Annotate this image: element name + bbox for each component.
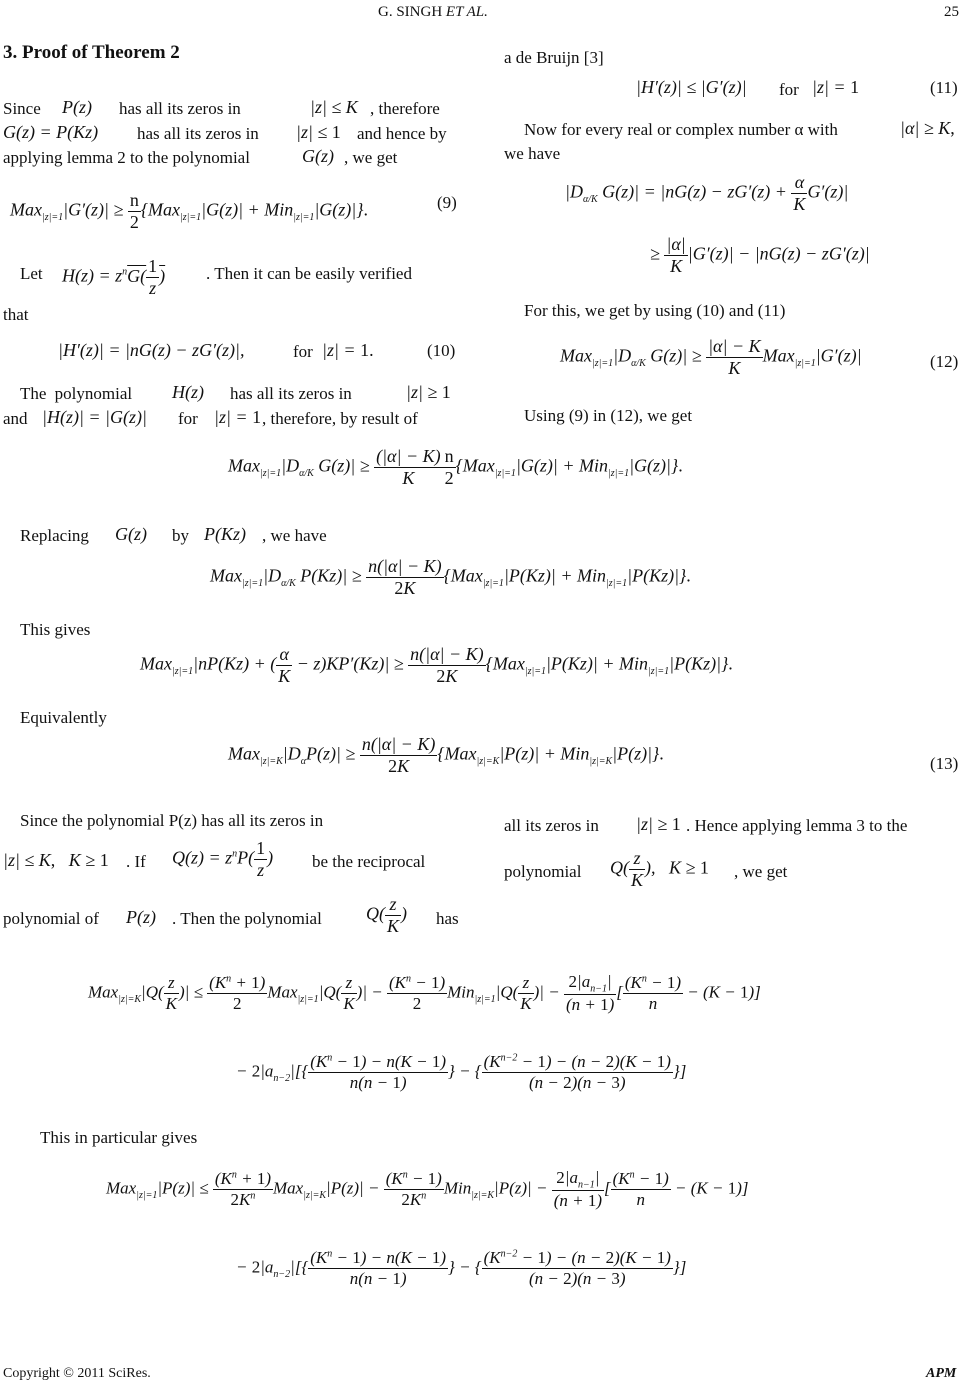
eq10-label: (10) [427,341,456,360]
equation-combined: $Max_{|z|=1}|D_{\alpha/K}$ G(z)| ≥ $\frac{(|\alpha| - K)}{K}$ $\frac{n}{2}$ {Max$_{|z|=1}$|G(z)| + Min$_{|z|=1}$|G(z)|}. [228,446,683,488]
text-equivalently: Equivalently [20,708,107,727]
eq10-for-word: for [293,342,313,361]
since-word: Since [3,99,41,118]
math-Hz: H(z) [172,382,204,402]
math-H-def: $H(z) = z^nG$( $\frac{1}{z}$ ) [62,256,166,298]
text-therefore: , therefore [370,99,440,118]
text-hence-lemma3: . Hence applying lemma 3 to the [686,816,908,835]
text-and: and [3,409,28,428]
text-this-gives: This gives [20,620,91,639]
text-that: that [3,305,29,324]
section-title: 3. Proof of Theorem 2 [3,42,180,63]
equation-11: |H′(z)| ≤ |G′(z)| [636,77,747,97]
running-title-authors: G. SINGH [378,4,443,20]
text-polynomial-2: polynomial [504,862,582,881]
equation-DG-line1: $|D_{\alpha/K}$ G(z)| = |nG(z) − zG′(z) + $\frac{\alpha}{K}$ G′(z)| [565,172,849,214]
footer-journal: APM [926,1366,957,1381]
text-by-result: , therefore, by result of [262,409,418,428]
text-for-this: For this, we get by using (10) and (11) [524,301,786,320]
math-Q-zK-2: Q( $\frac{z}{K}$ ), K ≥ 1 [610,848,709,890]
text-we-get: , we get [344,148,398,167]
math-abs-alpha-geq-K: |α| ≥ K, [900,118,955,138]
math-Pz: P(z) [62,97,92,117]
page-number: 25 [944,4,959,20]
text-replacing: Replacing [20,526,89,545]
text-for-2: for [178,409,198,428]
eq9-label: (9) [437,193,457,212]
equation-DG-line2: ≥ $\frac{|\alpha|}{K}$ |G′(z)| − |nG(z) − zG′(z)| [650,234,870,276]
text-de-bruijn: a de Bruijn [3] [504,48,604,67]
equation-10: |H′(z)| = |nG(z) − zG′(z)|, [58,340,245,360]
math-Q-def: $Q(z) = z^nP$( $\frac{1}{z}$ ) [172,838,274,880]
text-zeros-in-2: has all its zeros in [137,124,259,143]
math-absz-geq-1: |z| ≥ 1 [406,382,451,402]
text-we-have: we have [504,144,561,163]
text-zeros-in: has all its zeros in [119,99,241,118]
equation-12: $Max_{|z|=1}|D_{\alpha/K}$ G(z)| ≥ $\frac{|\alpha| - K}{K}$ Max$_{|z|=1}$|G′(z)| [560,336,862,378]
math-absz-geq-1-b: |z| ≥ 1 [636,814,681,834]
math-Q-zK: Q( $\frac{z}{K}$ ) [366,894,408,936]
text-hence-by: and hence by [357,124,447,143]
text-by: by [172,526,189,545]
text-the-polynomial: The polynomial [20,384,133,403]
equation-lemma3-line2: − $2|a_{n-2}|$[{ $\frac{(K^n - 1) - n(K - 1)}{n(n - 1)}$ } − { $\frac{(K^{n-2} - 1) - (n - 2)(K - 1)}{(n - 2)(n - 3)}$ }] [236,1052,687,1092]
math-absz-eq-1-b: |z| = 1 [214,407,262,427]
equation-13: $Max_{|z|=K}|D_\alpha P(z)|$ ≥ $\frac{n(|\alpha| - K)}{2K}$ {Max$_{|z|=K}$|P(z)| + Min$_{|z|=K}$|P(z)|}. [228,734,664,776]
let-word: Let [20,264,43,283]
math-absz-eq-1-c: |z| = 1 [812,77,860,97]
text-polynomial-of: polynomial of [3,909,99,928]
text-all-zeros-in: all its zeros in [504,816,599,835]
text-since-polynomial: Since the polynomial P(z) has all its zeros in [20,811,324,830]
equation-9: Max$_{|z|=1}$|G′(z)| ≥ $\frac{n}{2}$ {Max$_{|z|=1}$|G(z)| + Min$_{|z|=1}$|G(z)|}. [10,190,368,232]
math-absz-leq-1: |z| ≤ 1 [296,122,341,142]
text-zeros-in-3: has all its zeros in [230,384,352,403]
text-we-get-2: , we get [734,862,788,881]
text-applying-lemma2: applying lemma 2 to the polynomial [3,148,250,167]
text-we-have-2: , we have [262,526,327,545]
math-Gz: G(z) [302,146,334,166]
math-absH-eq-absG: |H(z)| = |G(z)| [42,407,147,427]
equation-replaced: $Max_{|z|=1}|D_{\alpha/K}$ P(Kz)| ≥ $\frac{n(|\alpha| - K)}{2K}$ {Max$_{|z|=1}$|P(Kz)| + Min$_{|z|=1}$|P(Kz)|}. [210,556,691,598]
equation-final-line2: − $2|a_{n-2}|$[{ $\frac{(K^n - 1) - n(K - 1)}{n(n - 1)}$ } − { $\frac{(K^{n-2} - 1) - (n - 2)(K - 1)}{(n - 2)(n - 3)}$ }] [236,1248,687,1288]
equation-expanded: Max$_{|z|=1}$|nP(Kz) + ( $\frac{\alpha}{K}$ − z)KP′(Kz)| ≥ $\frac{n(|\alpha| - K)}{2K}$ {Max$_{|z|=1}$|P(Kz)| + Min$_{|z|=1}$|P(Kz)|}. [140,644,733,686]
equation-lemma3-line1: Max$_{|z|=K}$|Q( $\frac{z}{K}$ )| ≤ $\frac{(K^n + 1)}{2}$ Max$_{|z|=1}$|Q( $\frac{z}{K}$ )| − $\frac{(K^n - 1)}{2}$ Min$_{|z|=1}$|Q( $\frac{z}{K}$ )| − $\frac{2|a_{n-1}|}{(n + 1)}$ [ $\frac{(K^n - 1)}{n}$ − (K − 1)] [88,972,761,1015]
text-then-polynomial: . Then the polynomial [172,909,322,928]
math-absz-leq-K-2: |z| ≤ K, K ≥ 1 [3,850,109,870]
text-reciprocal: be the reciprocal [312,852,426,871]
footer-copyright: Copyright © 2011 SciRes. [3,1366,151,1381]
eq13-label: (13) [930,754,959,773]
eq11-for-word: for [779,80,799,99]
text-now-for-every: Now for every real or complex number α with [524,120,838,139]
eq12-label: (12) [930,352,959,371]
running-title-etal: ET AL. [445,4,488,20]
equation-final-line1: Max$_{|z|=1}$|P(z)| ≤ $\frac{(K^n + 1)}{2K^n}$ Max$_{|z|=K}$|P(z)| − $\frac{(K^n - 1)}{2K^n}$ Min$_{|z|=K}$|P(z)| − $\frac{2|a_{n-1}|}{(n + 1)}$ [ $\frac{(K^n - 1)}{n}$ − (K − 1)] [106,1168,749,1211]
math-Pz-2: P(z) [126,907,156,927]
math-Gz-2: G(z) [115,524,147,544]
math-PKz: P(Kz) [204,524,246,544]
math-absz-eq-1-a: |z| = 1. [322,340,374,360]
running-title [378,4,488,21]
text-if: . If [126,852,146,871]
text-verified: . Then it can be easily verified [206,264,412,283]
math-absz-leq-K: |z| ≤ K [310,97,358,117]
eq11-label: (11) [930,78,958,97]
text-in-particular: This in particular gives [40,1128,198,1147]
math-G-eq-PKz: G(z) = P(Kz) [3,122,99,142]
text-has: has [436,909,459,928]
text-using-9-in-12: Using (9) in (12), we get [524,406,693,425]
